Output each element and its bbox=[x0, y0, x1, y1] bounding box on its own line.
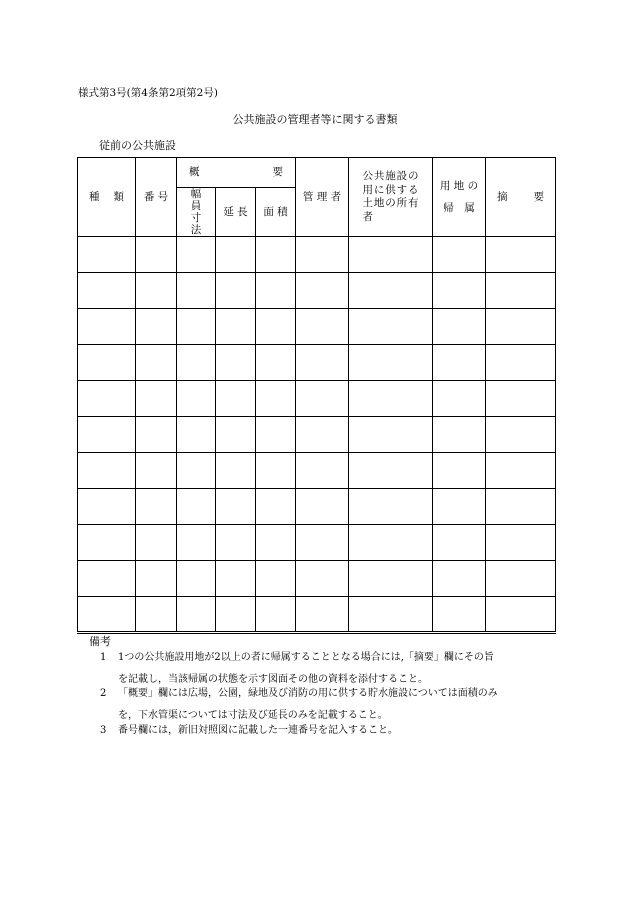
header-remarks: 摘 要 bbox=[486, 158, 556, 237]
table-cell bbox=[296, 525, 349, 561]
table-cell bbox=[177, 489, 216, 525]
table-cell bbox=[177, 597, 216, 633]
table-cell bbox=[78, 237, 136, 273]
form-number: 様式第3号(第4条第2項第2号) bbox=[78, 87, 218, 99]
table-cell bbox=[256, 561, 296, 597]
table-cell bbox=[256, 489, 296, 525]
table-cell bbox=[256, 597, 296, 633]
table-row bbox=[78, 453, 556, 489]
table-cell bbox=[296, 561, 349, 597]
table-cell bbox=[177, 561, 216, 597]
table-row bbox=[78, 525, 556, 561]
table-cell bbox=[349, 309, 433, 345]
header-type: 種 類 bbox=[78, 158, 136, 237]
table-cell bbox=[349, 381, 433, 417]
table-cell bbox=[349, 417, 433, 453]
table-cell bbox=[136, 489, 177, 525]
table-cell bbox=[177, 417, 216, 453]
table-cell bbox=[256, 273, 296, 309]
table-cell bbox=[136, 309, 177, 345]
table-cell bbox=[349, 597, 433, 633]
header-overview: 概 要 bbox=[177, 158, 296, 188]
table-cell bbox=[349, 525, 433, 561]
table-row bbox=[78, 561, 556, 597]
table-row bbox=[78, 273, 556, 309]
table-cell bbox=[136, 453, 177, 489]
table-cell bbox=[216, 345, 256, 381]
table-cell bbox=[433, 381, 486, 417]
table-cell bbox=[136, 417, 177, 453]
table-cell bbox=[433, 597, 486, 633]
note-3: 3 番号欄には，新旧対照図に記載した一連番号を記入すること。 bbox=[100, 725, 398, 736]
table-cell bbox=[486, 237, 556, 273]
table-cell bbox=[296, 417, 349, 453]
table-cell bbox=[136, 561, 177, 597]
table-cell bbox=[78, 561, 136, 597]
table-cell bbox=[177, 273, 216, 309]
table-cell bbox=[486, 345, 556, 381]
table-cell bbox=[349, 345, 433, 381]
table-cell bbox=[78, 417, 136, 453]
table-cell bbox=[349, 237, 433, 273]
table-cell bbox=[78, 345, 136, 381]
table-cell bbox=[256, 345, 296, 381]
table-cell bbox=[177, 381, 216, 417]
notes-heading: 備考 bbox=[89, 635, 111, 648]
table-cell bbox=[486, 381, 556, 417]
table-cell bbox=[216, 273, 256, 309]
table-cell bbox=[136, 525, 177, 561]
table-cell bbox=[216, 453, 256, 489]
header-land-attribution: 用 地 の 帰 属 bbox=[433, 158, 486, 237]
table-cell bbox=[349, 489, 433, 525]
table-cell bbox=[136, 345, 177, 381]
table-row bbox=[78, 237, 556, 273]
table-cell bbox=[256, 453, 296, 489]
table-cell bbox=[296, 489, 349, 525]
table-cell bbox=[78, 525, 136, 561]
table-cell bbox=[486, 597, 556, 633]
table-cell bbox=[256, 525, 296, 561]
table-cell bbox=[216, 381, 256, 417]
table-cell bbox=[177, 237, 216, 273]
table-cell bbox=[177, 345, 216, 381]
header-length: 延 長 bbox=[216, 188, 256, 237]
table-cell bbox=[216, 309, 256, 345]
table-cell bbox=[433, 237, 486, 273]
table-cell bbox=[296, 273, 349, 309]
table-cell bbox=[78, 309, 136, 345]
table-cell bbox=[486, 561, 556, 597]
document-title: 公共施設の管理者等に関する書類 bbox=[232, 113, 398, 126]
note-2: 2 「概要」欄には広場，公園，緑地及び消防の用に供する貯水施設については面積のみ bbox=[100, 688, 498, 699]
table-cell bbox=[256, 381, 296, 417]
note-2-continued: を，下水管渠については寸法及び延長のみを記載すること。 bbox=[118, 710, 388, 721]
table-cell bbox=[433, 417, 486, 453]
table-cell bbox=[296, 345, 349, 381]
table-cell bbox=[78, 489, 136, 525]
table-cell bbox=[486, 489, 556, 525]
table-cell bbox=[78, 381, 136, 417]
table-cell bbox=[216, 597, 256, 633]
note-1-continued: を記載し，当該帰属の状態を示す図面その他の資料を添付すること。 bbox=[118, 674, 428, 685]
header-number: 番 号 bbox=[136, 158, 177, 237]
table-cell bbox=[78, 597, 136, 633]
table-cell bbox=[216, 237, 256, 273]
table-cell bbox=[78, 273, 136, 309]
table-cell bbox=[486, 273, 556, 309]
table-cell bbox=[216, 561, 256, 597]
table-cell bbox=[78, 453, 136, 489]
table-cell bbox=[486, 525, 556, 561]
table-cell bbox=[349, 453, 433, 489]
facility-table bbox=[77, 157, 556, 634]
table-cell bbox=[433, 561, 486, 597]
table-cell bbox=[486, 417, 556, 453]
table-cell bbox=[216, 525, 256, 561]
table-cell bbox=[177, 453, 216, 489]
table-cell bbox=[433, 489, 486, 525]
table-cell bbox=[296, 453, 349, 489]
table-row bbox=[78, 345, 556, 381]
section-label: 従前の公共施設 bbox=[99, 139, 176, 152]
table-cell bbox=[486, 309, 556, 345]
table-cell bbox=[296, 309, 349, 345]
table-cell bbox=[433, 273, 486, 309]
table-row bbox=[78, 309, 556, 345]
table-cell bbox=[349, 561, 433, 597]
table-cell bbox=[433, 453, 486, 489]
table-row bbox=[78, 417, 556, 453]
header-area: 面 積 bbox=[256, 188, 296, 237]
table-cell bbox=[136, 381, 177, 417]
table-cell bbox=[177, 525, 216, 561]
table-cell bbox=[256, 237, 296, 273]
header-owner: 公共施設の 用に供する 土地の所有 者 bbox=[349, 158, 433, 237]
table-cell bbox=[486, 453, 556, 489]
table-cell bbox=[136, 597, 177, 633]
table-cell bbox=[216, 489, 256, 525]
table-cell bbox=[296, 597, 349, 633]
table-cell bbox=[433, 309, 486, 345]
header-manager: 管 理 者 bbox=[296, 158, 349, 237]
table-cell bbox=[136, 237, 177, 273]
table-row bbox=[78, 381, 556, 417]
table-cell bbox=[256, 309, 296, 345]
table-cell bbox=[216, 417, 256, 453]
table-cell bbox=[136, 273, 177, 309]
table-row bbox=[78, 489, 556, 525]
table-cell bbox=[296, 381, 349, 417]
note-1: 1 1つの公共施設用地が2以上の者に帰属することとなる場合には,「摘要」欄にその旨 bbox=[100, 652, 494, 663]
table-cell bbox=[433, 345, 486, 381]
table-cell bbox=[256, 417, 296, 453]
table-cell bbox=[349, 273, 433, 309]
table-row bbox=[78, 597, 556, 633]
table-cell bbox=[177, 309, 216, 345]
table-cell bbox=[296, 237, 349, 273]
table-cell bbox=[433, 525, 486, 561]
header-width: 幅 員 寸 法 bbox=[177, 188, 216, 237]
